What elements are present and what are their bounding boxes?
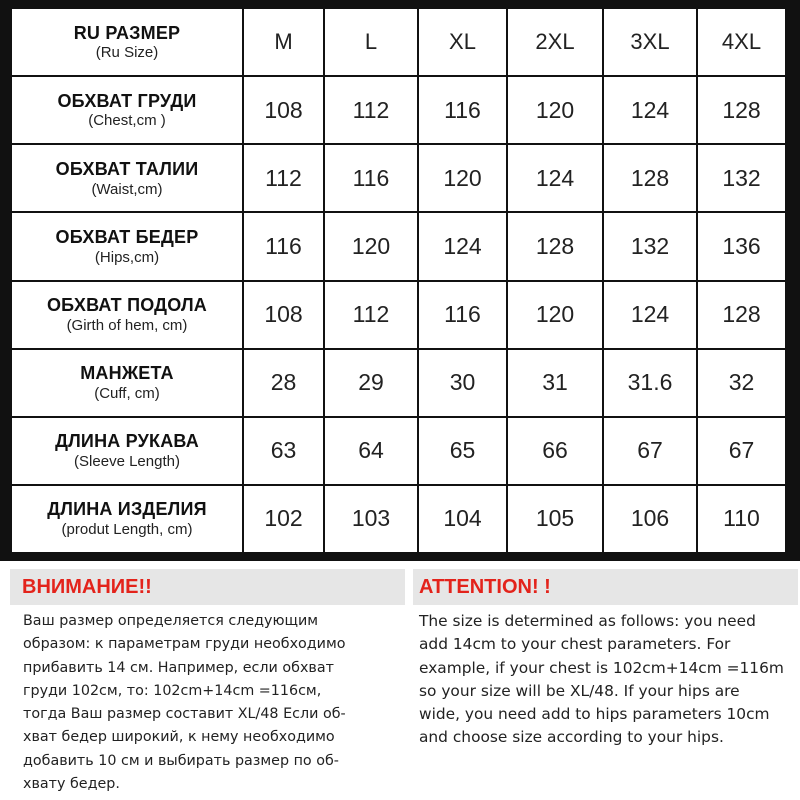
table-cell: 112	[244, 145, 323, 211]
table-cell: 32	[698, 350, 785, 416]
table-cell: 132	[604, 213, 696, 279]
text-line: груди 102см, то: 102cm+14cm =116см,	[23, 682, 322, 699]
table-cell: 66	[508, 418, 602, 484]
text-line: wide, you need add to hips parameters 10cm	[419, 705, 770, 724]
size-chart-grid	[12, 9, 791, 552]
table-cell: 128	[698, 77, 785, 143]
row-label-ru: ОБХВАТ ГРУДИ	[57, 90, 197, 111]
attention-ru-text	[10, 605, 405, 796]
text-line: add 14cm to your chest parameters. For	[419, 635, 731, 654]
row-label-en: (Waist,cm)	[91, 180, 163, 198]
table-cell: 116	[419, 282, 506, 348]
table-cell: 124	[419, 213, 506, 279]
row-label-hem	[12, 282, 242, 348]
table-cell: 128	[604, 145, 696, 211]
row-label-hips	[12, 213, 242, 279]
attention-section	[0, 561, 800, 800]
text-line: Ваш размер определяется следующим	[23, 613, 319, 629]
attention-en-text	[413, 605, 798, 750]
row-label-chest	[12, 77, 242, 143]
table-cell: 31	[508, 350, 602, 416]
table-cell: 128	[698, 282, 785, 348]
table-cell: 29	[325, 350, 417, 416]
row-label-sleeve	[12, 418, 242, 484]
table-cell: 124	[604, 282, 696, 348]
table-cell: 28	[244, 350, 323, 416]
table-cell: 132	[698, 145, 785, 211]
row-label-en: (Cuff, cm)	[94, 384, 160, 402]
row-label-ru: МАНЖЕТА	[80, 363, 174, 384]
text-line: The size is determined as follows: you need	[419, 612, 756, 630]
text-line: прибавить 14 см. Например, если обхват	[23, 659, 334, 676]
table-cell: 120	[325, 213, 417, 279]
table-cell: 116	[419, 77, 506, 143]
header-label-ru: RU РАЗМЕР	[73, 22, 181, 43]
table-cell: 104	[419, 486, 506, 552]
attention-ru-block	[10, 569, 405, 794]
text-line: добавить 10 см и выбирать размер по об-	[23, 752, 339, 769]
table-cell: 124	[508, 145, 602, 211]
size-header: L	[325, 9, 417, 75]
table-cell: 110	[698, 486, 785, 552]
row-label-en: (produt Length, cm)	[61, 521, 193, 539]
table-cell: 108	[244, 77, 323, 143]
table-cell: 30	[419, 350, 506, 416]
text-line: образом: к параметрам груди необходимо	[23, 636, 346, 653]
row-label-ru: ДЛИНА РУКАВА	[55, 431, 199, 452]
row-label-ru: ОБХВАТ ПОДОЛА	[46, 295, 207, 316]
table-cell: 120	[508, 77, 602, 143]
text-line: тогда Ваш размер составит XL/48 Если об-	[23, 706, 346, 723]
row-label-ru: ОБХВАТ БЕДЕР	[55, 226, 199, 247]
row-label-ru: ОБХВАТ ТАЛИИ	[55, 158, 199, 179]
row-label-ru: ДЛИНА ИЗДЕЛИЯ	[47, 499, 207, 520]
row-label-en: (Girth of hem, cm)	[66, 316, 188, 334]
size-header: XL	[419, 9, 506, 75]
table-cell: 116	[244, 213, 323, 279]
row-label-en: (Sleeve Length)	[74, 453, 180, 471]
table-cell: 103	[325, 486, 417, 552]
row-label-en: (Hips,cm)	[94, 248, 160, 266]
text-line: хвату бедер.	[23, 776, 120, 793]
table-cell: 128	[508, 213, 602, 279]
table-cell: 64	[325, 418, 417, 484]
row-label-length	[12, 486, 242, 552]
size-header: 2XL	[508, 9, 602, 75]
table-cell: 136	[698, 213, 785, 279]
table-cell: 120	[508, 282, 602, 348]
table-cell: 124	[604, 77, 696, 143]
table-cell: 67	[604, 418, 696, 484]
attention-ru-title: ВНИМАНИЕ!!	[10, 569, 405, 605]
row-label-en: (Chest,cm )	[88, 112, 166, 130]
header-label-cell	[12, 9, 242, 75]
table-cell: 120	[419, 145, 506, 211]
text-line: so your size will be XL/48. If your hips are	[419, 681, 740, 700]
table-cell: 31.6	[604, 350, 696, 416]
table-cell: 106	[604, 486, 696, 552]
attention-en-title: ATTENTION! !	[413, 569, 798, 605]
attention-en-block	[413, 569, 798, 794]
text-line: example, if your chest is 102cm+14cm =116m	[419, 658, 784, 677]
table-cell: 116	[325, 145, 417, 211]
row-label-cuff	[12, 350, 242, 416]
text-line: and choose size according to your hips.	[419, 728, 724, 747]
table-cell: 112	[325, 282, 417, 348]
table-cell: 112	[325, 77, 417, 143]
table-cell: 67	[698, 418, 785, 484]
size-header: M	[244, 9, 323, 75]
table-cell: 63	[244, 418, 323, 484]
table-cell: 102	[244, 486, 323, 552]
text-line: хват бедер широкий, к нему необходимо	[23, 729, 335, 746]
table-cell: 65	[419, 418, 506, 484]
table-cell: 105	[508, 486, 602, 552]
size-header: 3XL	[604, 9, 696, 75]
table-cell: 108	[244, 282, 323, 348]
row-label-waist	[12, 145, 242, 211]
size-header: 4XL	[698, 9, 785, 75]
header-label-en: (Ru Size)	[95, 44, 159, 62]
